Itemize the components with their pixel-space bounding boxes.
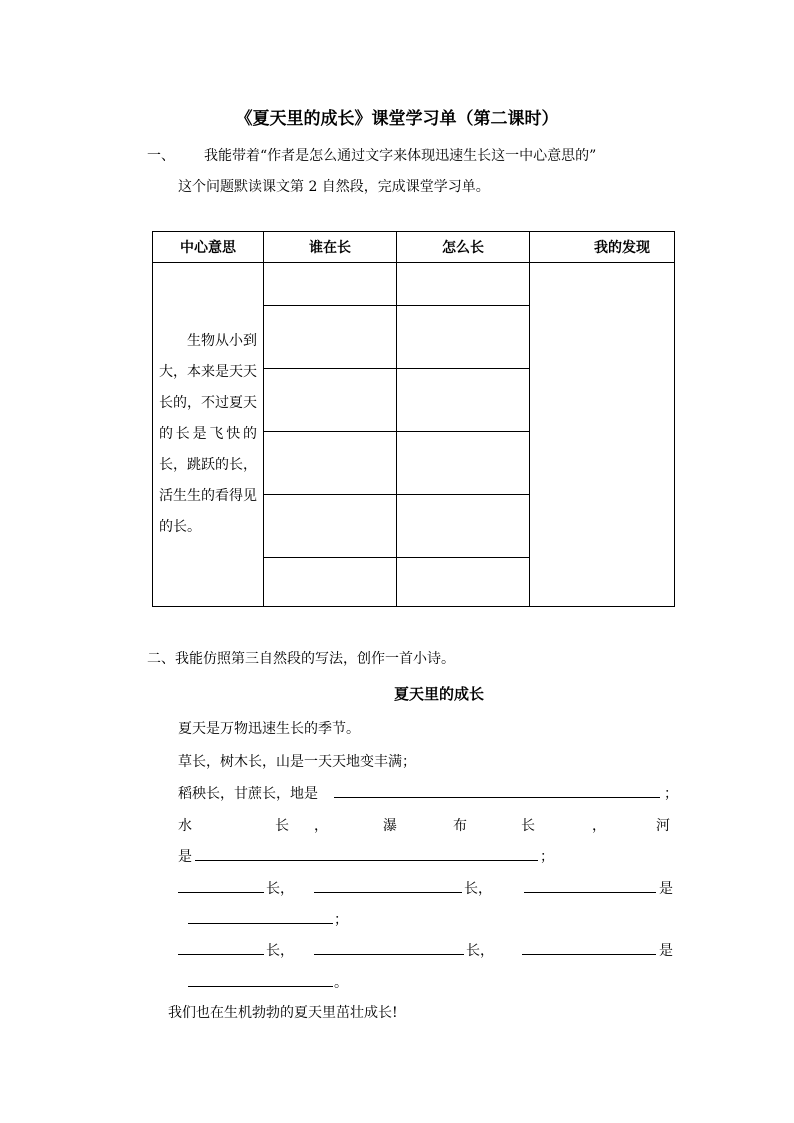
how-cell[interactable]: [397, 263, 530, 306]
poem-line-5-blank[interactable]: [195, 846, 538, 865]
poem-line-4-word: 河: [656, 818, 670, 834]
poem-line-4-word: 水: [178, 818, 192, 834]
who-cell[interactable]: [264, 263, 397, 306]
discovery-cell[interactable]: [530, 263, 675, 607]
poem-line-4-word: 布: [453, 818, 467, 834]
poem-title: 夏天里的成长: [394, 685, 485, 703]
who-cell[interactable]: [264, 558, 397, 607]
how-cell[interactable]: [397, 306, 530, 369]
central-idea-cell: [153, 263, 264, 607]
blank[interactable]: [178, 940, 264, 959]
poem-line-7-end: ；: [334, 912, 348, 928]
poem-line-6-word: 长，: [464, 881, 492, 897]
blank[interactable]: [314, 940, 464, 959]
who-cell[interactable]: [264, 432, 397, 495]
header-central-idea: 中心意思: [153, 232, 264, 263]
who-cell[interactable]: [264, 495, 397, 558]
who-cell[interactable]: [264, 369, 397, 432]
who-cell[interactable]: [264, 306, 397, 369]
poem-line-6-word: 是: [659, 881, 673, 897]
poem-line-4-word: ，: [314, 818, 328, 834]
poem-line-8-word: 长，: [266, 943, 294, 959]
how-cell[interactable]: [397, 558, 530, 607]
how-cell[interactable]: [397, 495, 530, 558]
blank[interactable]: [188, 909, 333, 928]
section-1-line-1: 我能带着“作者是怎么通过文字来体现迅速生长这一中心意思的”: [204, 148, 597, 164]
section-1-line-2: 这个问题默读课文第 2 自然段，完成课堂学习单。: [178, 179, 490, 195]
poem-line-8-word: 是: [659, 943, 673, 959]
header-who-grows: 谁在长: [264, 232, 397, 263]
how-cell[interactable]: [397, 369, 530, 432]
poem-line-6-word: 长，: [266, 881, 294, 897]
table-row: [153, 263, 675, 306]
page-title: 《夏天里的成长》课堂学习单（第二课时）: [235, 109, 559, 129]
poem-line-4-word: 长: [521, 818, 535, 834]
blank[interactable]: [178, 878, 264, 897]
poem-line-3-label: 稻秧长，甘蔗长，地是: [178, 786, 318, 802]
how-cell[interactable]: [397, 432, 530, 495]
poem-line-3-blank[interactable]: [334, 783, 660, 802]
blank[interactable]: [522, 940, 656, 959]
learning-table: [152, 231, 675, 607]
blank[interactable]: [524, 878, 656, 897]
poem-line-4-word: ，: [592, 818, 606, 834]
section-1-number: 一、: [147, 148, 175, 164]
poem-line-8-word: 长，: [466, 943, 494, 959]
poem-line-4-word: 瀑: [383, 818, 397, 834]
blank[interactable]: [314, 878, 462, 897]
poem-line-5-label: 是: [178, 849, 192, 865]
table-header-row: [153, 232, 675, 263]
section-2-heading: 二、我能仿照第三自然段的写法，创作一首小诗。: [147, 651, 455, 667]
poem-line-2: 草长，树木长，山是一天天地变丰满；: [178, 754, 416, 770]
poem-last-line: 我们也在生机勃勃的夏天里茁壮成长!: [168, 1005, 398, 1021]
poem-line-9-end: 。: [334, 975, 348, 991]
poem-line-5-end: ；: [540, 849, 554, 865]
blank[interactable]: [188, 972, 333, 991]
header-how-grows: 怎么长: [397, 232, 530, 263]
poem-line-3-end: ；: [664, 786, 678, 802]
poem-line-4-word: 长: [275, 818, 289, 834]
poem-line-1: 夏天是万物迅速生长的季节。: [178, 721, 360, 737]
central-idea-text: 生物从小到大，本来是天天长的，不过夏天的长是飞快的长，跳跃的长，活生生的看得见的长。: [159, 333, 257, 535]
header-my-discovery: 我的发现: [530, 232, 675, 263]
